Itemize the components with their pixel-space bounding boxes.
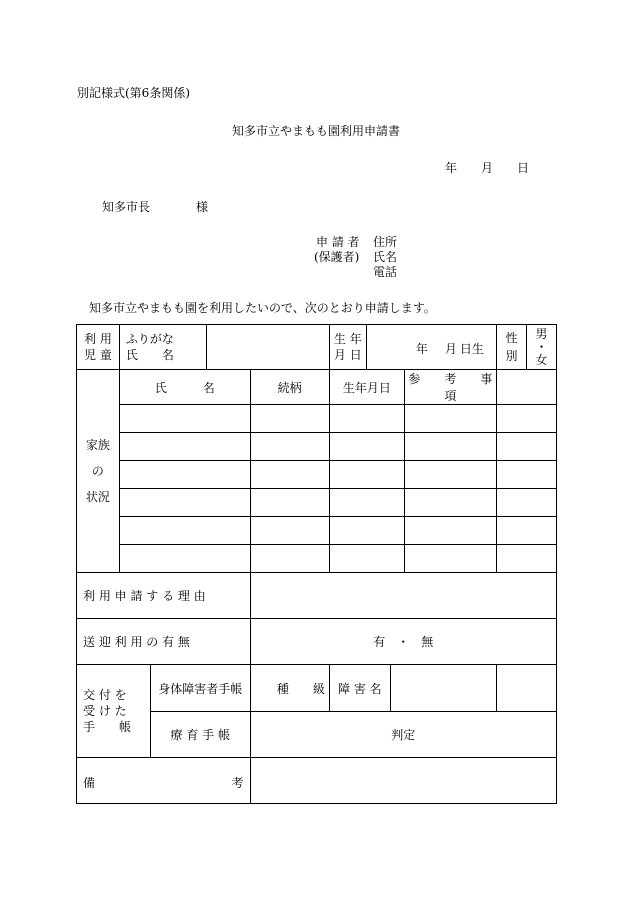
family-birth-input[interactable] [329, 461, 496, 489]
table-row [77, 489, 557, 517]
furigana-name-label-cell: ふりがな 氏 名 [119, 325, 206, 370]
transport-choice[interactable]: 有 ・ 無 [250, 619, 556, 665]
family-notes-input[interactable] [496, 405, 556, 433]
table-row [77, 405, 557, 433]
name-field-label: 氏名 [373, 250, 398, 264]
family-relation-input[interactable] [250, 517, 329, 545]
family-birth-input[interactable] [329, 405, 496, 433]
child-label-cell: 利 用 児 童 [77, 325, 120, 370]
date-day-label: 日 [517, 161, 530, 175]
birth-label: 生 年 月 日 [330, 325, 367, 369]
family-birth-input[interactable] [329, 517, 496, 545]
address-field-label: 住所 [373, 235, 398, 249]
applicant-label: 申 請 者 [316, 235, 360, 249]
family-name-input[interactable] [119, 517, 250, 545]
reason-input[interactable] [250, 573, 556, 619]
table-row [77, 461, 557, 489]
birth-month-label: 月 [444, 342, 457, 356]
rehab-handbook-label: 療 育 手 帳 [150, 712, 250, 758]
disability-name-input-ext[interactable] [496, 665, 556, 712]
remarks-input[interactable] [250, 758, 556, 804]
family-header-relation: 続柄 [250, 370, 329, 405]
intro-text: 知多市立やまもも園を利用したいので、次のとおり申請します。 [89, 301, 436, 315]
disability-name-label: 障 害 名 [330, 665, 391, 711]
family-header-birth: 生年月日 参 考 事 項 [329, 370, 496, 405]
transport-label: 送 迎 利 用 の 有 無 [77, 619, 251, 665]
family-name-input[interactable] [119, 405, 250, 433]
family-relation-input[interactable] [250, 461, 329, 489]
disability-name-cell [329, 665, 496, 712]
form-title: 知多市立やまもも園利用申請書 [232, 124, 401, 138]
family-notes-input[interactable] [496, 433, 556, 461]
type-grade-cell[interactable]: 種 級 [250, 665, 329, 712]
family-notes-input[interactable] [496, 461, 556, 489]
honorific: 様 [196, 200, 209, 214]
birth-cell [329, 325, 496, 370]
family-relation-input[interactable] [250, 433, 329, 461]
birth-year-label: 年 [415, 342, 428, 356]
physical-handbook-label: 身体障害者手帳 [150, 665, 250, 712]
family-birth-input[interactable] [329, 545, 496, 573]
family-notes-input[interactable] [496, 517, 556, 545]
family-relation-input[interactable] [250, 545, 329, 573]
date-month-label: 月 [481, 161, 494, 175]
family-relation-input[interactable] [250, 489, 329, 517]
family-name-input[interactable] [119, 433, 250, 461]
judgment-cell[interactable]: 判定 [250, 712, 556, 758]
family-status-label: 家族 の 状況 [77, 370, 120, 573]
remarks-label: 備 考 [77, 758, 251, 804]
family-birth-input[interactable] [329, 489, 496, 517]
sex-choice-cell[interactable]: 男 ・ 女 [526, 325, 556, 370]
reason-label: 利 用 申 請 す る 理 由 [77, 573, 251, 619]
family-name-input[interactable] [119, 545, 250, 573]
family-name-input[interactable] [119, 461, 250, 489]
disability-name-input[interactable] [391, 665, 496, 711]
table-row [77, 433, 557, 461]
handbook-label: 交 付 を 受 け た 手 帳 [77, 665, 151, 758]
child-name-input[interactable] [206, 325, 329, 370]
family-relation-input[interactable] [250, 405, 329, 433]
date-year-label: 年 [445, 161, 458, 175]
family-name-input[interactable] [119, 489, 250, 517]
table-row [77, 545, 557, 573]
application-table [76, 324, 557, 804]
birth-day-label: 日生 [459, 342, 484, 356]
guardian-label: (保護者) [314, 250, 360, 264]
sex-label-cell: 性 別 [496, 325, 526, 370]
family-header-notes: 参 考 事 項 [408, 372, 517, 403]
phone-field-label: 電話 [373, 265, 398, 279]
family-notes-input[interactable] [496, 545, 556, 573]
family-notes-input[interactable] [496, 489, 556, 517]
addressee: 知多市長 [102, 200, 151, 214]
family-birth-input[interactable] [329, 433, 496, 461]
table-row [77, 517, 557, 545]
family-header-name: 氏 名 [119, 370, 250, 405]
form-number: 別記様式(第6条関係) [77, 86, 190, 100]
